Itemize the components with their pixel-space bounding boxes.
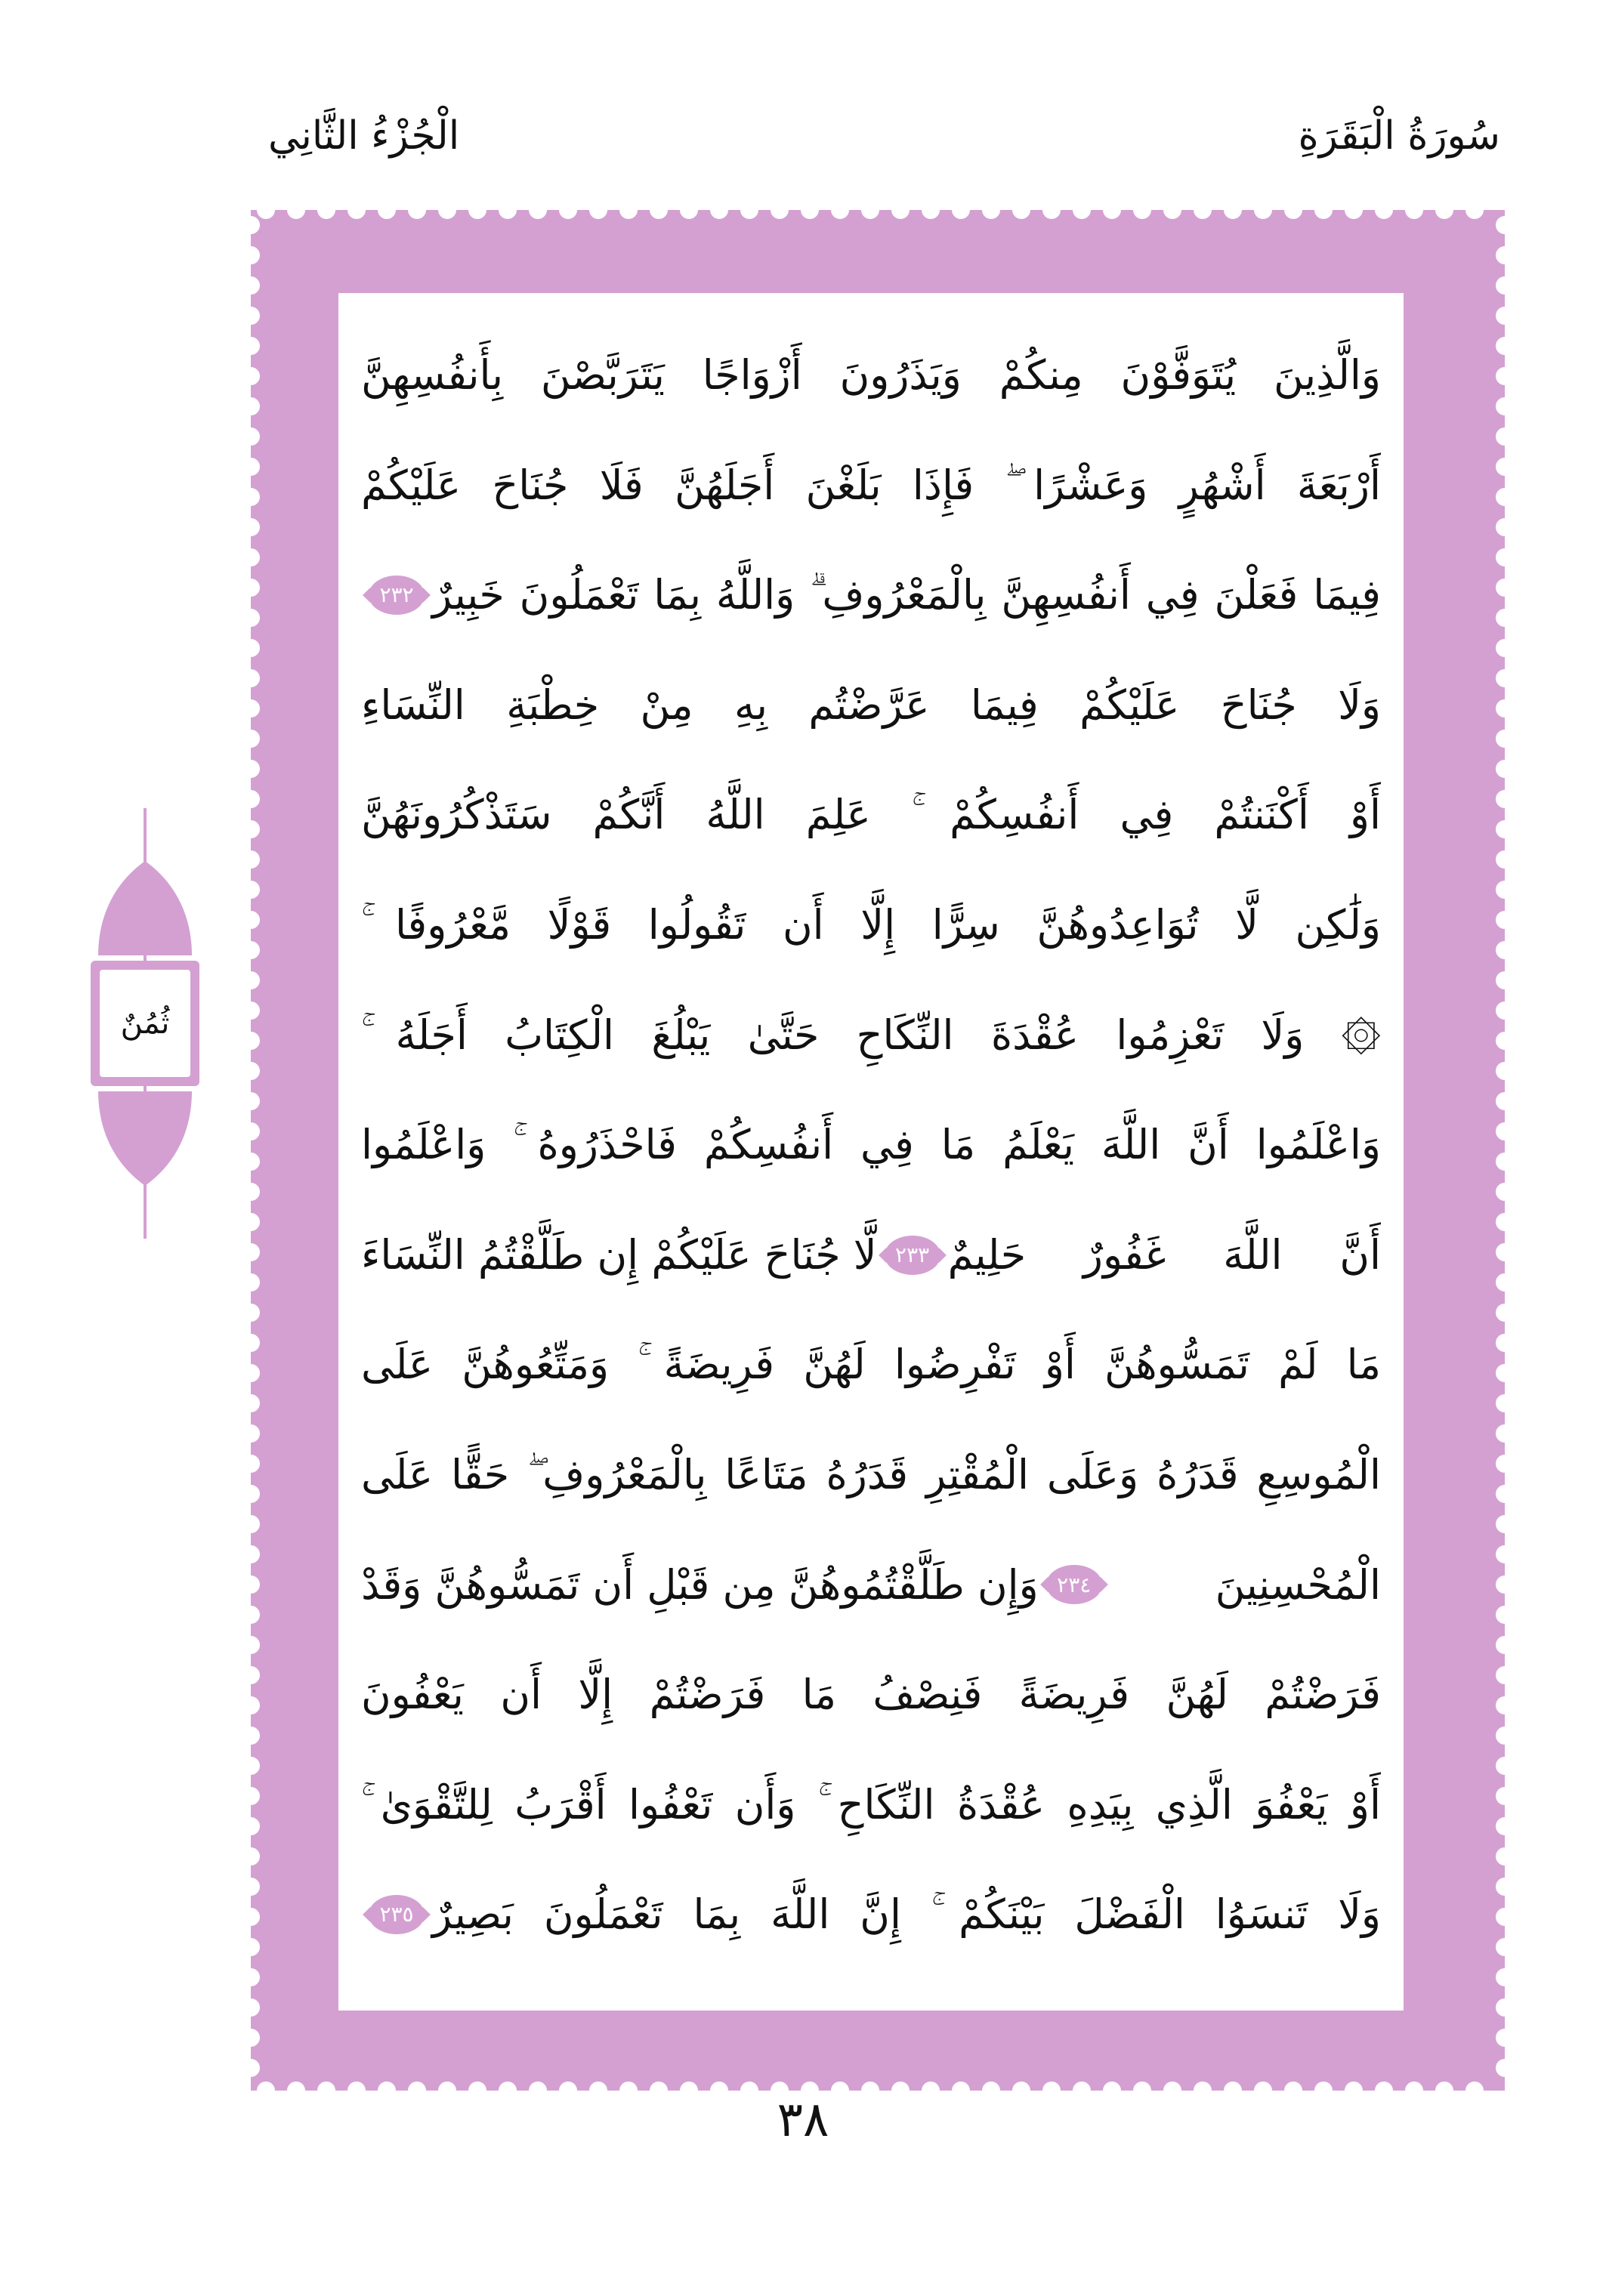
verse-text: فَرَضْتُمْ لَهُنَّ فَرِيضَةً فَنِصْفُ مَا فَرَضْتُمْ إِلَّا أَن يَعْفُونَ — [361, 1671, 1381, 1719]
verse-line — [361, 1200, 1381, 1310]
verse-line — [361, 1640, 1381, 1750]
surah-title: سُورَةُ الْبَقَرَةِ — [1298, 113, 1500, 159]
verse-number-marker: ٢٣٣ — [885, 1236, 940, 1275]
verse-text: وَلَا تَنسَوُا الْفَضْلَ بَيْنَكُمْ ۚ إِنَّ اللَّهَ بِمَا تَعْمَلُونَ بَصِيرٌ — [432, 1890, 1381, 1939]
verse-line — [361, 980, 1381, 1091]
verse-line — [361, 760, 1381, 870]
verse-text: فِيمَا فَعَلْنَ فِي أَنفُسِهِنَّ بِالْمَعْرُوفِ ۗ وَاللَّهُ بِمَا تَعْمَلُونَ خَبِيرٌ — [432, 571, 1381, 619]
verse-line — [361, 1420, 1381, 1530]
verse-text: مَا لَمْ تَمَسُّوهُنَّ أَوْ تَفْرِضُوا لَهُنَّ فَرِيضَةً ۚ وَمَتِّعُوهُنَّ عَلَى — [361, 1341, 1381, 1389]
verse-line — [361, 1750, 1381, 1860]
juz-title: الْجُزْءُ الثَّانِي — [268, 113, 460, 159]
verse-text: أَوْ أَكْنَنتُمْ فِي أَنفُسِكُمْ ۚ عَلِمَ اللَّهُ أَنَّكُمْ سَتَذْكُرُونَهُنَّ — [361, 791, 1381, 839]
verse-text: وَالَّذِينَ يُتَوَفَّوْنَ مِنكُمْ وَيَذَرُونَ أَزْوَاجًا يَتَرَبَّصْنَ بِأَنفُسِهِنَّ — [361, 351, 1381, 399]
verse-text: وَلَٰكِن لَّا تُوَاعِدُوهُنَّ سِرًّا إِلَّا أَن تَقُولُوا قَوْلًا مَّعْرُوفًا ۚ — [361, 900, 1381, 949]
verse-line — [361, 1530, 1381, 1640]
verse-line — [361, 320, 1381, 430]
verse-text: وَلَا جُنَاحَ عَلَيْكُمْ فِيمَا عَرَّضْتُم بِهِ مِنْ خِطْبَةِ النِّسَاءِ — [361, 680, 1381, 729]
verse-text: ۞ وَلَا تَعْزِمُوا عُقْدَةَ النِّكَاحِ حَتَّىٰ يَبْلُغَ الْكِتَابُ أَجَلَهُ ۚ — [361, 1011, 1381, 1059]
verse-text: أَوْ يَعْفُوَ الَّذِي بِيَدِهِ عُقْدَةُ النِّكَاحِ ۚ وَأَن تَعْفُوا أَقْرَبُ لِلتَّقْوَىٰ ۚ — [361, 1780, 1381, 1828]
verse-text: أَنَّ اللَّهَ غَفُورٌ حَلِيمٌ — [947, 1230, 1381, 1279]
eighth-hizb-label: ثُمُنٌ — [120, 1006, 170, 1041]
verse-text: الْمُحْسِنِينَ — [1215, 1560, 1381, 1609]
verse-line — [361, 430, 1381, 541]
verse-number-marker: ٢٣٢ — [369, 576, 425, 615]
verse-text: أَرْبَعَةَ أَشْهُرٍ وَعَشْرًا ۖ فَإِذَا بَلَغْنَ أَجَلَهُنَّ فَلَا جُنَاحَ عَلَيْكُمْ — [361, 461, 1381, 509]
verse-number-marker: ٢٣٥ — [369, 1895, 425, 1934]
verse-line — [361, 870, 1381, 980]
verses-panel — [338, 293, 1404, 2011]
verse-line — [361, 1859, 1381, 1970]
verse-text: لَّا جُنَاحَ عَلَيْكُمْ إِن طَلَّقْتُمُ النِّسَاءَ — [361, 1230, 877, 1279]
page-number: ٣٨ — [777, 2092, 829, 2148]
verse-text: وَإِن طَلَّقْتُمُوهُنَّ مِن قَبْلِ أَن تَمَسُّوهُنَّ وَقَدْ — [361, 1560, 1039, 1609]
verse-line — [361, 1310, 1381, 1420]
verse-line — [361, 540, 1381, 650]
verse-line — [361, 650, 1381, 761]
verse-number-marker: ٢٣٤ — [1046, 1565, 1102, 1604]
verse-text: وَاعْلَمُوا أَنَّ اللَّهَ يَعْلَمُ مَا فِي أَنفُسِكُمْ فَاحْذَرُوهُ ۚ وَاعْلَمُوا — [361, 1121, 1381, 1169]
verse-line — [361, 1090, 1381, 1200]
verse-text: الْمُوسِعِ قَدَرُهُ وَعَلَى الْمُقْتِرِ قَدَرُهُ مَتَاعًا بِالْمَعْرُوفِ ۖ حَقًّا عَلَى — [361, 1450, 1381, 1498]
